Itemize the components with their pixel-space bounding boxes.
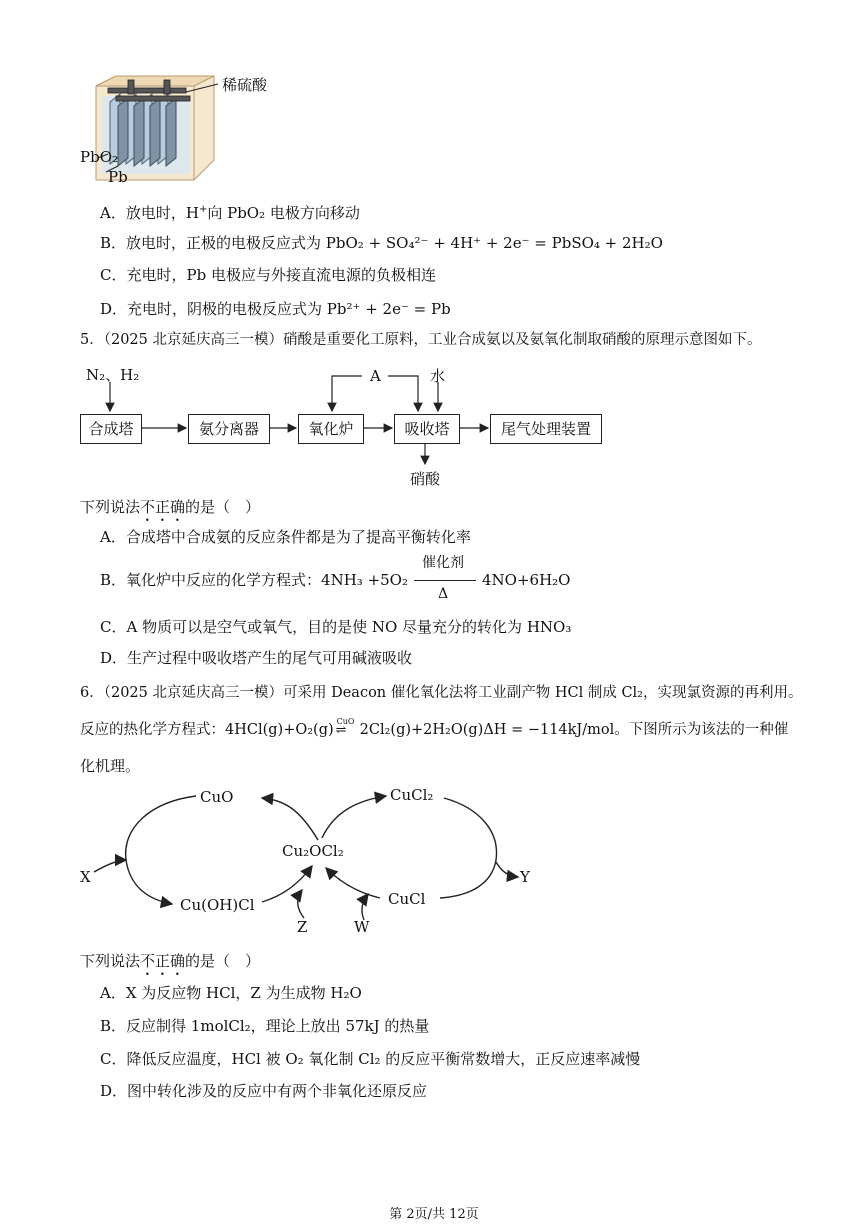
flow-label-water: 水 xyxy=(430,367,446,385)
label-pb: Pb xyxy=(108,168,128,186)
q5-option-b: B．氧化炉中反应的化学方程式：4NH₃ +5O₂ 催化剂 Δ 4NO+6H₂O xyxy=(100,555,571,602)
q6-option-c: C．降低反应温度，HCl 被 O₂ 氧化制 Cl₂ 的反应平衡常数增大，正反应速率减慢 xyxy=(100,1050,641,1068)
q6-thermo-equation: 反应的热化学方程式：4HCl(g)+O₂(g) CuO ⇌ 2Cl₂(g)+2H₂O(g)ΔH = −114kJ/mol。下图所示为该法的一种催 xyxy=(80,720,788,740)
flow-box-oxidation-furnace: 氧化炉 xyxy=(298,414,364,444)
q5-option-c: C．A 物质可以是空气或氧气，目的是使 NO 尽量充分的转化为 HNO₃ xyxy=(100,618,572,636)
flow-label-a: A xyxy=(370,367,381,385)
q6-mechanism-text: 化机理。 xyxy=(80,757,141,775)
q4-option-c: C．充电时，Pb 电极应与外接直流电源的负极相连 xyxy=(100,266,436,284)
q6-catalytic-cycle-arrows xyxy=(0,780,868,940)
cycle-label-z: Z xyxy=(297,918,308,936)
flow-box-tail-gas-treatment: 尾气处理装置 xyxy=(490,414,602,444)
page-footer: 第 2页/共 12页 xyxy=(389,1207,479,1222)
q5-header: 5．（2025 北京延庆高三一模）硝酸是重要化工原料，工业合成氨以及氨氧化制取硝酸的原理示意图如下。 xyxy=(80,332,762,348)
q5-option-d: D．生产过程中吸收塔产生的尾气可用碱液吸收 xyxy=(100,649,413,667)
flow-box-absorption-tower: 吸收塔 xyxy=(394,414,460,444)
flow-box-synthesis-tower: 合成塔 xyxy=(80,414,142,444)
cycle-cu2ocl2: Cu₂OCl₂ xyxy=(282,842,344,860)
label-pbo2: PbO₂ xyxy=(80,148,119,166)
cycle-cuo: CuO xyxy=(200,788,234,806)
q4-option-d: D．充电时，阴极的电极反应式为 Pb²⁺ + 2e⁻ = Pb xyxy=(100,300,451,318)
cycle-cucl2: CuCl₂ xyxy=(390,786,434,804)
flow-box-ammonia-separator: 氨分离器 xyxy=(188,414,270,444)
q6-option-d: D．图中转化涉及的反应中有两个非氧化还原反应 xyxy=(100,1082,428,1100)
q6-option-b: B．反应制得 1molCl₂，理论上放出 57kJ 的热量 xyxy=(100,1017,430,1035)
flow-input-n2-h2: N₂、H₂ xyxy=(86,366,140,384)
cycle-label-w: W xyxy=(354,918,370,936)
cycle-cu-oh-cl: Cu(OH)Cl xyxy=(180,896,255,914)
reaction-condition-heat: Δ xyxy=(438,586,449,602)
q4-option-b: B．放电时，正极的电极反应式为 PbO₂ + SO₄²⁻ + 4H⁺ + 2e⁻ = PbSO₄ + 2H₂O xyxy=(100,234,663,252)
flow-output-nitric-acid: 硝酸 xyxy=(410,470,441,488)
catalyst-cuo-label: CuO xyxy=(336,717,355,726)
q5-prompt: 下列说法不正确的是（ ） xyxy=(80,498,261,516)
q6-prompt: 下列说法不正确的是（ ） xyxy=(80,952,261,970)
reaction-condition-catalyst: 催化剂 xyxy=(422,555,464,571)
cycle-label-y: Y xyxy=(520,868,530,886)
q6-option-a: A．X 为反应物 HCl，Z 为生成物 H₂O xyxy=(100,984,362,1002)
q6-header: 6．（2025 北京延庆高三一模）可采用 Deacon 催化氧化法将工业副产物 HCl 制成 Cl₂，实现氯资源的再利用。 xyxy=(80,685,803,701)
q4-option-a: A．放电时，H+向 PbO₂ 电极方向移动 xyxy=(100,204,360,222)
label-dilute-sulfuric-acid: 稀硫酸 xyxy=(222,76,268,94)
cycle-label-x: X xyxy=(80,868,91,886)
cycle-cucl: CuCl xyxy=(388,890,426,908)
q5-option-a: A．合成塔中合成氨的反应条件都是为了提高平衡转化率 xyxy=(100,528,471,546)
